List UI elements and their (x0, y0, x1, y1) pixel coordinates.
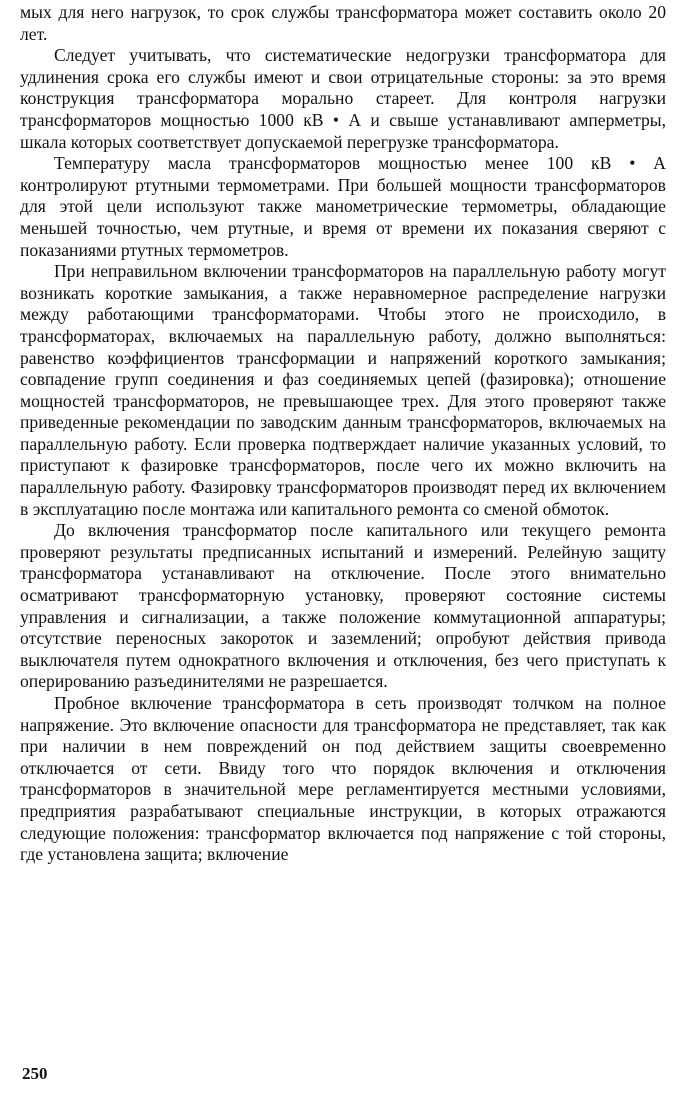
paragraph-trial-switching: Пробное включение трансформатора в сеть производят толчком на полное напряжение. Это включение опасности для трансформатора не представляет, так как при наличии в нем повреждений он под действием защиты своевременно отключается от сети. Ввиду того что порядок включения и отключения трансформаторов в значительной мере регламентируется местными условиями, предприятия разрабатывают специальные инструкции, в которых отражаются следующие положения: трансформатор включается под напряжение с той стороны, где установлена защита; включение (20, 693, 666, 865)
paragraph-oil-temperature: Температуру масла трансформаторов мощностью менее 100 кВ • А контролируют ртутными термометрами. При большей мощности трансформаторов для этой цели используют также манометрические термометры, обладающие меньшей точностью, чем ртутные, и время от времени их показания сверяют с показаниями ртутных термометров. (20, 153, 666, 260)
paragraph-continuation: мых для него нагрузок, то срок службы трансформатора может составить около 20 лет. (20, 2, 666, 44)
paragraph-parallel-operation: При неправильном включении трансформаторов на параллельную работу могут возникать короткие замыкания, а также неравномерное распределение нагрузки между работающими трансформаторами. Чтобы этого не происходило, в трансформаторах, включаемых на параллельную работу, должно выполняться: равенство коэффициентов трансформации и напряжений короткого замыкания; совпадение групп соединения и фаз соединяемых цепей (фазировка); отношение мощностей трансформаторов, не превышающее трех. Для этого проверяют также приведенные рекомендации по заводским данным трансформаторов, включаемых на параллельную работу. Если проверка подтверждает наличие указанных условий, то приступают к фазировке трансформаторов, после чего их можно включить на параллельную работу. Фазировку трансформаторов производят перед их включением в эксплуатацию после монтажа или капитального ремонта со сменой обмоток. (20, 261, 666, 519)
page-number: 250 (22, 1064, 48, 1083)
paragraph-underload: Следует учитывать, что систематические недогрузки трансформатора для удлинения срока его службы имеют и свои отрицательные стороны: за это время конструкция трансформатора морально стареет. Для контроля нагрузки трансформаторов мощностью 1000 кВ • А и свыше устанавливают амперметры, шкала которых соответствует допускаемой перегрузке трансформатора. (20, 45, 666, 152)
paragraph-before-switching: До включения трансформатор после капитального или текущего ремонта проверяют результаты предписанных испытаний и измерений. Релейную защиту трансформатора устанавливают на отключение. После этого внимательно осматривают трансформаторную установку, проверяют состояние системы управления и сигнализации, а также положение коммутационной аппаратуры; отсутствие переносных закороток и заземлений; опробуют действия привода выключателя путем однократного включения и отключения, без чего приступать к оперированию разъединителями не разрешается. (20, 520, 666, 692)
page-text (20, 2, 666, 866)
